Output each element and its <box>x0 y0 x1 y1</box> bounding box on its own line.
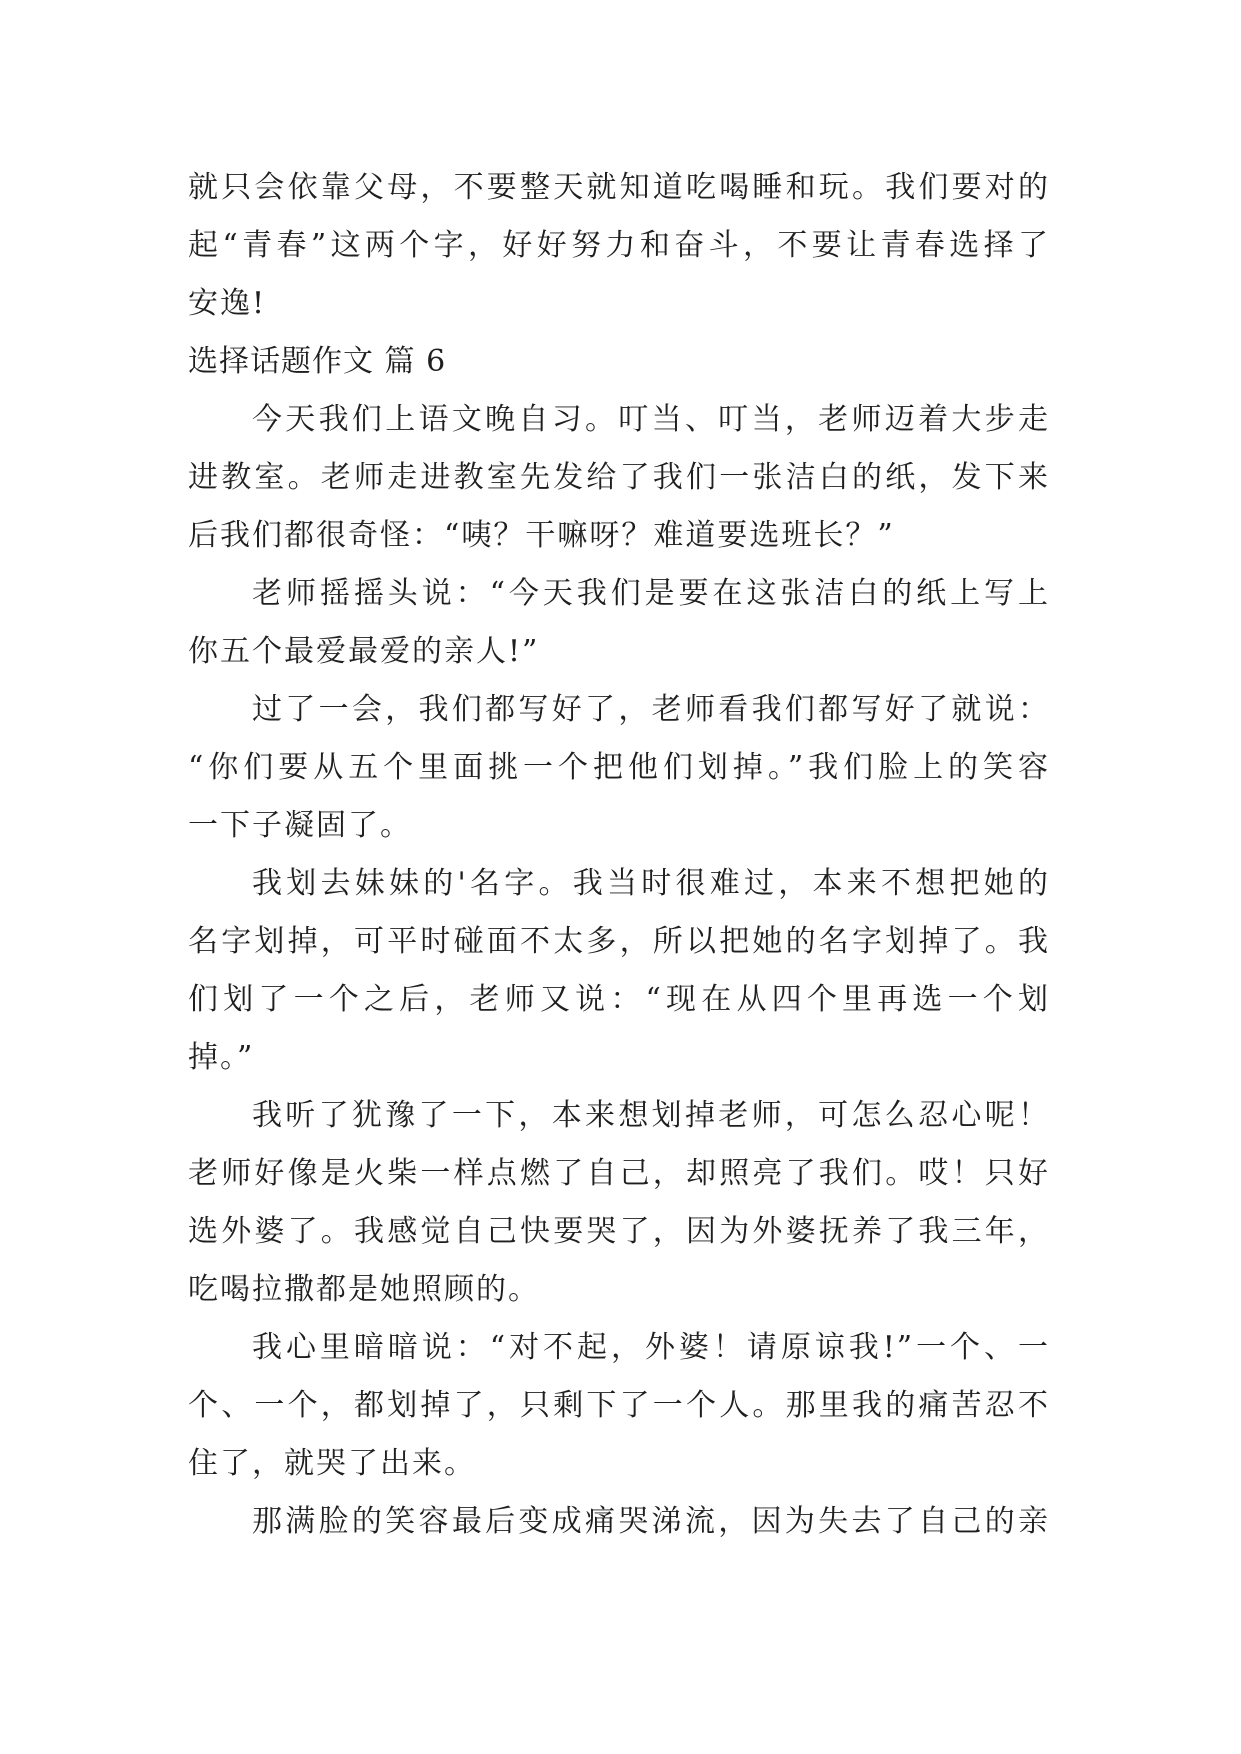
text-line: “你们要从五个里面挑一个把他们划掉。”我们脸上的笑容 <box>188 750 1050 785</box>
text-line: 名字划掉，可平时碰面不太多，所以把她的名字划掉了。我 <box>188 924 1050 959</box>
text-line: 个、一个，都划掉了，只剩下了一个人。那里我的痛苦忍不 <box>188 1388 1050 1423</box>
text-line: 进教室。老师走进教室先发给了我们一张洁白的纸，发下来 <box>188 460 1050 495</box>
paragraph <box>188 1493 1050 1551</box>
text-line: 我听了犹豫了一下，本来想划掉老师，可怎么忍心呢！ <box>252 1098 1050 1133</box>
text-line: 选外婆了。我感觉自己快要哭了，因为外婆抚养了我三年， <box>188 1214 1050 1249</box>
paragraph-continuation <box>188 159 1050 333</box>
text-line: 就只会依靠父母，不要整天就知道吃喝睡和玩。我们要对的 <box>188 170 1050 205</box>
text-line: 们划了一个之后，老师又说：“现在从四个里再选一个划 <box>188 982 1050 1017</box>
text-line: 我划去妹妹的'名字。我当时很难过，本来不想把她的 <box>252 866 1050 901</box>
text-line: 你五个最爱最爱的亲人!” <box>188 634 540 669</box>
paragraph <box>188 1319 1050 1493</box>
text-line: 起“青春”这两个字，好好努力和奋斗，不要让青春选择了 <box>188 228 1050 263</box>
text-line: 老师好像是火柴一样点燃了自己，却照亮了我们。哎！只好 <box>188 1156 1050 1191</box>
paragraph <box>188 855 1050 1087</box>
text-line: 后我们都很奇怪：“咦？干嘛呀？难道要选班长？” <box>188 518 895 553</box>
text-line: 老师摇摇头说：“今天我们是要在这张洁白的纸上写上 <box>252 576 1050 611</box>
paragraph <box>188 681 1050 855</box>
text-line: 吃喝拉撒都是她照顾的。 <box>188 1272 540 1307</box>
text-line: 那满脸的笑容最后变成痛哭涕流，因为失去了自己的亲 <box>252 1504 1050 1539</box>
text-line: 一下子凝固了。 <box>188 808 412 843</box>
text-line: 过了一会，我们都写好了，老师看我们都写好了就说： <box>252 692 1050 727</box>
text-line: 安逸! <box>188 286 267 321</box>
section-heading: 选择话题作文 篇 6 <box>188 344 447 379</box>
text-line: 今天我们上语文晚自习。叮当、叮当，老师迈着大步走 <box>252 402 1050 437</box>
document-body <box>188 159 1050 1551</box>
paragraph <box>188 391 1050 565</box>
text-line: 住了，就哭了出来。 <box>188 1446 476 1481</box>
paragraph <box>188 565 1050 681</box>
paragraph <box>188 1087 1050 1319</box>
text-line: 掉。” <box>188 1040 255 1075</box>
text-line: 我心里暗暗说：“对不起，外婆！请原谅我!”一个、一 <box>252 1330 1050 1365</box>
